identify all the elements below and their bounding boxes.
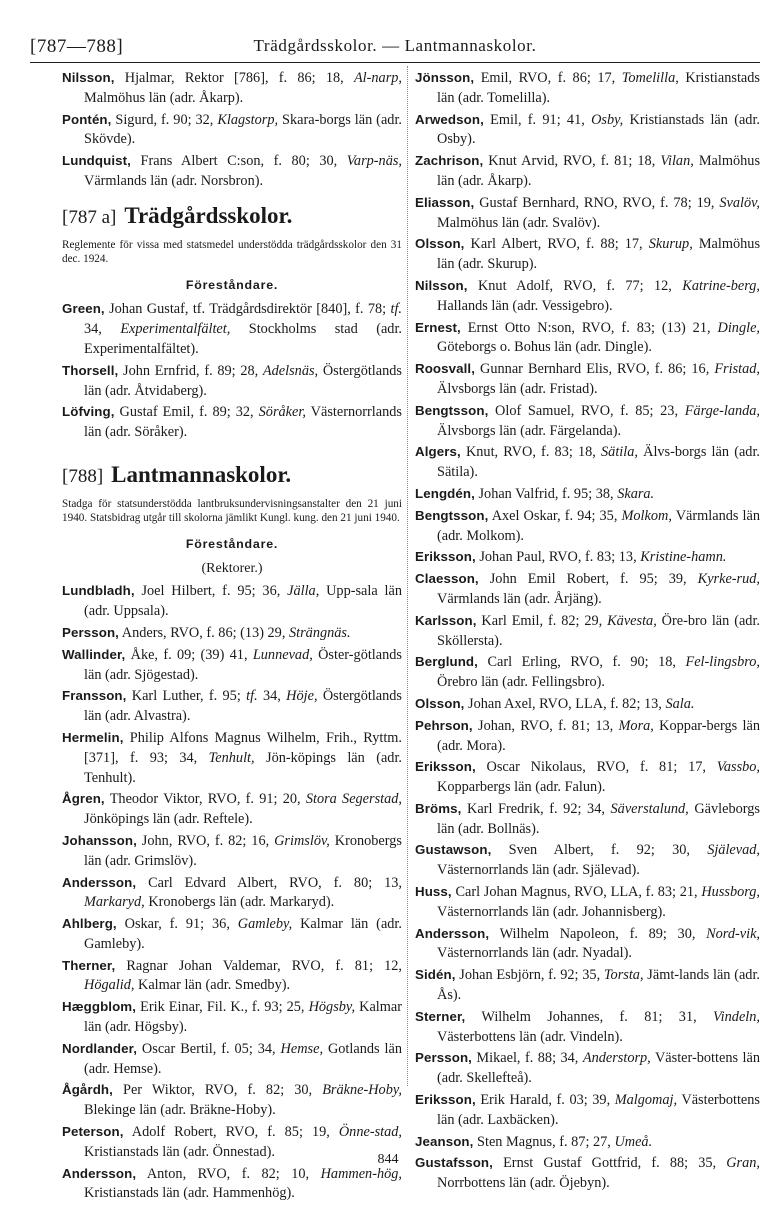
directory-entry (62, 110, 402, 151)
entry-surname: Green, (62, 301, 105, 317)
entry-text: Johan Esbjörn, f. 92; 35, (455, 967, 604, 984)
entry-text: Johan Axel, RVO, LLA, f. 82; 13, (464, 695, 666, 712)
entry-place: Klagstorp, (217, 111, 279, 128)
entry-text: Kalmar län (adr. Gamleby). (84, 916, 402, 952)
entry-text: John Ernfrid, f. 89; 28, (118, 362, 263, 379)
entry-text: Knut Adolf, RVO, f. 77; 12, (467, 277, 683, 294)
directory-entry (62, 623, 402, 644)
entry-text: Älvsborgs län (adr. Färgelanda). (437, 422, 622, 439)
entry-text: Johan Valfrid, f. 95; 38, (474, 485, 618, 502)
directory-entry (415, 1090, 760, 1131)
entry-text: Malmöhus län (adr. Svalöv). (437, 214, 601, 231)
entry-text: Carl Erling, RVO, f. 90; 18, (477, 654, 686, 671)
entry-text: Värmlands län (adr. Årjäng). (437, 590, 602, 607)
entry-text: Adolf Robert, RVO, f. 85; 19, (123, 1124, 339, 1141)
entry-place: Umeå. (614, 1133, 653, 1150)
directory-entry (62, 997, 402, 1038)
entry-surname: Johansson, (62, 832, 137, 848)
entry-place: tf. (246, 688, 258, 705)
entry-text: Joel Hilbert, f. 95; 36, (134, 583, 288, 600)
entry-place: Färge-landa, (684, 402, 760, 419)
directory-entry (415, 276, 760, 317)
entry-surname: Persson, (62, 624, 119, 640)
entry-surname: Olsson, (415, 695, 465, 711)
section-787a-heading (62, 202, 402, 230)
entry-surname: Hæggblom, (62, 999, 137, 1015)
entries-787a (62, 299, 402, 443)
entries-788-left (62, 581, 402, 1204)
entry-text: Kalmar län (adr. Högsby). (84, 999, 402, 1036)
directory-entry (415, 547, 760, 568)
entry-place: Önne-stad, (338, 1124, 402, 1141)
entry-text: 34, (84, 321, 121, 338)
entry-text: Göteborgs o. Bohus län (adr. Dingle). (437, 339, 652, 356)
entry-surname: Ahlberg, (62, 916, 117, 932)
entry-place: Hemse, (280, 1040, 324, 1057)
entry-place: Varp-näs, (346, 153, 402, 170)
section-subheading: Föreståndare. (185, 536, 279, 551)
entry-surname: Ågårdh, (62, 1082, 113, 1098)
entry-surname: Nordlander, (62, 1040, 137, 1056)
entry-surname: Lundbladh, (62, 583, 135, 599)
entry-text: Wilhelm Napoleon, f. 89; 30, (489, 925, 707, 942)
entry-place: Lunnevad, (252, 646, 313, 663)
entry-text: Emil, RVO, f. 86; 17, (474, 70, 622, 86)
entry-surname: Roosvall, (415, 361, 476, 377)
entry-text: Olof Samuel, RVO, f. 85; 23, (488, 402, 685, 419)
directory-entry (62, 728, 402, 788)
entry-surname: Nilsson, (415, 277, 468, 293)
entry-surname: Sidén, (415, 967, 456, 983)
entry-surname: Claesson, (415, 571, 479, 587)
entry-place: Markaryd, (84, 894, 145, 911)
directory-entry (62, 956, 402, 997)
entry-text: Malmöhus län (adr. Skurup). (437, 236, 761, 273)
entry-surname: Olsson, (415, 236, 465, 252)
entry-surname: Eliasson, (415, 194, 475, 210)
entry-place: Söråker, (258, 404, 306, 421)
entry-surname: Peterson, (62, 1124, 124, 1140)
entry-text: Hjalmar, Rektor [786], f. 86; 18, (114, 70, 354, 86)
entry-text: Gävleborgs län (adr. Bollnäs). (437, 800, 760, 837)
directory-entry (415, 799, 760, 840)
entry-text: Sigurd, f. 90; 32, (111, 111, 218, 128)
directory-entry (62, 789, 402, 830)
entry-text: Knut Arvid, RVO, f. 81; 18, (483, 153, 661, 170)
entry-place: Tomelilla, (621, 70, 679, 86)
entry-surname: Fransson, (62, 688, 127, 704)
entry-surname: Persson, (415, 1050, 472, 1066)
entry-text: Gustaf Bernhard, RNO, RVO, f. 78; 19, (474, 194, 720, 211)
entry-place: Vassbo, (716, 759, 760, 776)
entry-text: Kristianstads län (adr. Osby). (437, 111, 761, 148)
section-788-heading (62, 461, 402, 489)
section-number: [788] (62, 465, 104, 487)
entry-text: Värmlands län (adr. Molkom). (437, 507, 760, 544)
entry-text: Gustaf Emil, f. 89; 32, (114, 404, 259, 421)
entry-text: Hallands län (adr. Vessigebro). (437, 297, 613, 314)
directory-entry (62, 402, 402, 443)
entry-text: Åke, f. 09; (39) 41, (125, 646, 253, 663)
entry-text: Sten Magnus, f. 87; 27, (473, 1133, 615, 1150)
entries-right (415, 68, 760, 1194)
entry-place: Gran, (726, 1155, 760, 1172)
entry-place: Strängnäs. (288, 624, 351, 641)
directory-entry (415, 611, 760, 652)
directory-entry (62, 581, 402, 622)
entry-text: Värmlands län (adr. Norsbron). (84, 172, 264, 189)
entry-text: Ernst Otto N:son, RVO, f. 83; (13) 21, (460, 319, 718, 336)
entry-text: Anders, RVO, f. 86; (13) 29, (118, 624, 289, 641)
header-section-range: [787—788] (30, 36, 124, 57)
entry-text: Sven Albert, f. 92; 30, (491, 842, 708, 859)
entry-place: Skurup, (648, 236, 693, 253)
directory-entry (62, 645, 402, 686)
entry-text: Östergötlands län (adr. Alvastra). (84, 688, 402, 725)
entry-surname: Ågren, (62, 791, 105, 807)
directory-entry (415, 484, 760, 505)
entry-text: Upp-sala län (adr. Uppsala). (84, 583, 402, 620)
entry-text: Örebro län (adr. Fellingsbro). (437, 674, 605, 691)
entry-place: Molkom, (621, 507, 672, 524)
entry-text: 34, (257, 688, 287, 705)
entry-surname: Eriksson, (415, 549, 476, 565)
entry-text: Västernorrlands län (adr. Själevad). (437, 862, 640, 879)
entry-text: Östergötlands län (adr. Åtvidaberg). (84, 362, 402, 399)
entry-surname: Löfving, (62, 404, 115, 420)
entry-place: Experimentalfältet, (120, 321, 231, 338)
running-header (30, 36, 760, 60)
entry-place: Torsta, (603, 967, 644, 984)
entry-surname: Bengtsson, (415, 402, 489, 418)
directory-entry (415, 151, 760, 192)
section-subheading-rektorer: (Rektorer.) (201, 560, 263, 576)
entry-surname: Algers, (415, 444, 461, 460)
entry-text: Theodor Viktor, RVO, f. 91; 20, (104, 791, 306, 808)
directory-entry (62, 914, 402, 955)
entry-text: Kristianstads län (adr. Önnestad). (84, 1143, 275, 1160)
entry-place: Hammen-hög, (320, 1165, 402, 1182)
entry-surname: Andersson, (62, 1165, 137, 1181)
entry-place: Katrine-berg, (682, 277, 760, 294)
entry-text: Gotlands län (adr. Hemse). (84, 1040, 402, 1077)
entries-left-top (62, 68, 402, 192)
section-note: Stadga för statsunderstödda lantbruksundervisningsanstalter den 21 juni 1940. Statsbidrag utgår till skolorna jämlikt Kungl. kung. den 21 juni 1940. (62, 497, 402, 524)
entry-place: Fristad, (714, 361, 760, 378)
entry-surname: Gustawson, (415, 842, 492, 858)
entry-place: Bräkne-Hoby, (322, 1082, 402, 1099)
entry-place: Gamleby, (237, 916, 293, 933)
entry-place: Högalid, (84, 977, 135, 994)
entry-text: Skara-borgs län (adr. Skövde). (84, 111, 402, 148)
entry-place: Själevad, (707, 842, 760, 859)
directory-entry (415, 882, 760, 923)
entry-place: tf. (390, 301, 402, 318)
directory-entry (62, 873, 402, 914)
entry-surname: Karlsson, (415, 612, 477, 628)
entry-surname: Sterner, (415, 1008, 466, 1024)
entry-text: John Emil Robert, f. 95; 39, (478, 571, 698, 588)
entry-text: Västernorrlands län (adr. Johannisberg). (437, 903, 666, 920)
entry-text: Öre-bro län (adr. Sköllersta). (437, 612, 760, 649)
entry-place: Kyrke-rud, (697, 571, 760, 588)
entry-text: Västernorrlands län (adr. Söråker). (84, 404, 402, 441)
entry-surname: Berglund, (415, 654, 478, 670)
directory-entry (62, 299, 402, 359)
entry-place: Mora, (618, 717, 654, 734)
entry-surname: Therner, (62, 957, 116, 973)
entry-surname: Ernest, (415, 319, 461, 335)
entry-text: Johan Gustaf, tf. Trädgårdsdirektör [840], f. 78; (104, 301, 391, 318)
entry-place: Vindeln, (713, 1008, 760, 1025)
entry-place: Al-narp, (353, 70, 402, 86)
directory-entry (415, 569, 760, 610)
entry-text: Malmöhus län (adr. Åkarp). (437, 153, 761, 189)
entry-place: Adelsnäs, (262, 362, 319, 379)
directory-entry (415, 840, 760, 881)
entry-place: Höje, (286, 688, 318, 705)
directory-entry (62, 1164, 402, 1205)
directory-entry (415, 68, 760, 109)
directory-entry (415, 1132, 760, 1153)
section-title: Trädgårdsskolor. (124, 202, 293, 228)
entry-place: Kävesta, (607, 612, 657, 629)
entry-text: Frans Albert C:son, f. 80; 30, (130, 153, 347, 170)
entry-surname: Andersson, (415, 925, 490, 941)
directory-entry (415, 652, 760, 693)
header-rule (30, 62, 760, 63)
directory-entry (415, 401, 760, 442)
entry-text: Blekinge län (adr. Bräkne-Hoby). (84, 1102, 276, 1119)
directory-entry (62, 151, 402, 192)
entry-place: Hussborg, (701, 884, 760, 901)
entry-surname: Jeanson, (415, 1133, 474, 1149)
entry-place: Jälla, (287, 583, 320, 600)
section-note: Reglemente för vissa med statsmedel understödda trädgårdsskolor den 31 dec. 1924. (62, 238, 402, 265)
directory-entry (415, 506, 760, 547)
entry-surname: Thorsell, (62, 362, 119, 378)
entry-place: Vilan, (660, 153, 694, 170)
directory-entry (415, 965, 760, 1006)
entry-surname: Andersson, (62, 874, 137, 890)
entry-text: Wilhelm Johannes, f. 81; 31, (465, 1008, 714, 1025)
directory-entry (415, 442, 760, 483)
directory-entry (415, 110, 760, 151)
entry-text: Kristianstads län (adr. Tomelilla). (437, 70, 760, 106)
directory-entry (415, 193, 760, 234)
entry-surname: Bengtsson, (415, 507, 489, 523)
entry-text: Karl Luther, f. 95; (126, 688, 247, 705)
section-title: Lantmannaskolor. (111, 461, 292, 487)
entry-text: John, RVO, f. 82; 16, (136, 832, 275, 849)
entry-text: Ernst Gustaf Gottfrid, f. 88; 35, (492, 1155, 727, 1172)
entry-text: Kristianstads län (adr. Hammenhög). (84, 1185, 295, 1202)
entry-text: Malmöhus län (adr. Åkarp). (84, 89, 244, 106)
entry-text: Carl Johan Magnus, RVO, LLA, f. 83; 21, (451, 884, 702, 901)
entry-place: Dingle, (717, 319, 760, 336)
directory-entry (415, 716, 760, 757)
entry-surname: Jönsson, (415, 70, 475, 85)
entry-text: Karl Albert, RVO, f. 88; 17, (464, 236, 649, 253)
directory-entry (415, 1048, 760, 1089)
entry-surname: Eriksson, (415, 759, 476, 775)
entry-place: Högsby, (308, 999, 356, 1016)
entry-text: Karl Fredrik, f. 92; 34, (461, 800, 611, 817)
directory-entry (415, 359, 760, 400)
entry-text: Oscar Nikolaus, RVO, f. 81; 17, (475, 759, 717, 776)
entry-place: Stora Segerstad, (305, 791, 403, 808)
entry-place: Tenhult, (208, 749, 255, 766)
entry-text: Jönköpings län (adr. Reftele). (84, 811, 253, 828)
entry-text: Norrbottens län (adr. Öjebyn). (437, 1175, 610, 1192)
entry-place: Skara. (617, 485, 655, 502)
entry-surname: Arwedson, (415, 111, 484, 127)
entry-text: Anton, RVO, f. 82; 10, (136, 1165, 321, 1182)
entry-text: Öster-götlands län (adr. Sjögestad). (84, 646, 402, 683)
directory-entry (62, 68, 402, 109)
entry-surname: Lengdén, (415, 485, 475, 501)
entry-text: Kopparbergs län (adr. Falun). (437, 779, 606, 796)
entry-text: Västerbottens län (adr. Laxbäcken). (437, 1092, 760, 1128)
directory-entry (415, 234, 760, 275)
entry-text: Karl Emil, f. 82; 29, (476, 612, 608, 629)
entry-text: Västernorrlands län (adr. Nyadal). (437, 945, 632, 962)
right-column (415, 68, 760, 1195)
entry-text: Väster-bottens län (adr. Skellefteå). (437, 1050, 760, 1087)
entry-place: Svalöv, (719, 194, 760, 211)
entry-text: Koppar-bergs län (adr. Mora). (437, 717, 760, 754)
section-number: [787 a] (62, 206, 117, 228)
entry-text: Erik Harald, f. 03; 39, (475, 1092, 615, 1109)
entry-text: Jön-köpings län (adr. Tenhult). (84, 749, 402, 786)
entry-text: Emil, f. 91; 41, (483, 111, 592, 128)
directory-entry (62, 1080, 402, 1121)
entry-surname: Bröms, (415, 800, 462, 816)
directory-entry (415, 757, 760, 798)
entry-text: Stockholms stad (adr. Experimentalfältet). (84, 321, 402, 357)
directory-entry (62, 361, 402, 402)
entry-surname: Wallinder, (62, 646, 126, 662)
entry-surname: Eriksson, (415, 1092, 476, 1108)
entry-place: Säverstalund, (610, 800, 689, 817)
entry-text: Erik Einar, Fil. K., f. 93; 25, (136, 999, 309, 1016)
entry-text: Gunnar Bernhard Elis, RVO, f. 86; 16, (475, 361, 715, 378)
directory-entry (415, 694, 760, 715)
entry-text: Ragnar Johan Valdemar, RVO, f. 81; 12, (115, 957, 402, 974)
entry-place: Osby, (591, 111, 624, 128)
entry-surname: Gustafsson, (415, 1155, 493, 1171)
entry-place: Sätila, (601, 444, 638, 461)
entry-surname: Pehrson, (415, 717, 473, 733)
entry-place: Malgomaj, (614, 1092, 678, 1109)
page-number: 844 (377, 1152, 399, 1167)
entry-text: Jämt-lands län (adr. Ås). (437, 967, 761, 1004)
entry-text: Johan, RVO, f. 81; 13, (472, 717, 619, 734)
entry-place: Nord-vik, (706, 925, 760, 942)
entry-text: Älvs-borgs län (adr. Sätila). (437, 444, 760, 481)
entry-surname: Hermelin, (62, 729, 124, 745)
entry-surname: Lundquist, (62, 153, 131, 169)
directory-entry (62, 1039, 402, 1080)
column-divider (407, 66, 408, 1086)
entry-surname: Huss, (415, 884, 452, 900)
entry-text: Philip Alfons Magnus Wilhelm, Frih., Ryttm. [371], f. 93; 34, (84, 729, 402, 766)
entry-text: Carl Edvard Albert, RVO, f. 80; 13, (136, 874, 402, 891)
directory-entry (415, 1007, 760, 1048)
entry-surname: Nilsson, (62, 70, 115, 85)
entry-text: Per Wiktor, RVO, f. 82; 30, (112, 1082, 323, 1099)
section-subheading: Föreståndare. (185, 277, 279, 292)
entry-place: Fel-lingsbro, (685, 654, 760, 671)
entry-text: Västerbottens län (adr. Vindeln). (437, 1028, 623, 1045)
entry-text: Oscar Bertil, f. 05; 34, (137, 1040, 281, 1057)
entry-place: Anderstorp, (582, 1050, 651, 1067)
entry-text: Kalmar län (adr. Smedby). (134, 977, 291, 994)
entry-text: Kronobergs län (adr. Grimslöv). (84, 832, 402, 869)
entry-text: Axel Oskar, f. 94; 35, (488, 507, 622, 524)
entry-text: Kronobergs län (adr. Markaryd). (144, 894, 335, 911)
entry-text: Johan Paul, RVO, f. 83; 13, (475, 549, 641, 566)
directory-entry (415, 318, 760, 359)
directory-entry (415, 924, 760, 965)
directory-entry (62, 686, 402, 727)
entry-surname: Zachrison, (415, 153, 484, 169)
entry-text: Älvsborgs län (adr. Fristad). (437, 380, 598, 397)
header-title: Trädgårdsskolor. — Lantmannaskolor. (253, 36, 537, 55)
entry-surname: Pontén, (62, 111, 112, 127)
entry-text: Mikael, f. 88; 34, (471, 1050, 583, 1067)
entry-place: Grimslöv, (274, 832, 330, 849)
directory-entry (62, 831, 402, 872)
entry-text: Oskar, f. 91; 36, (116, 916, 238, 933)
entry-place: Sala. (665, 695, 695, 712)
left-column (62, 68, 402, 1205)
entry-place: Kristine-hamn. (640, 549, 727, 566)
entry-text: Knut, RVO, f. 83; 18, (460, 444, 602, 461)
